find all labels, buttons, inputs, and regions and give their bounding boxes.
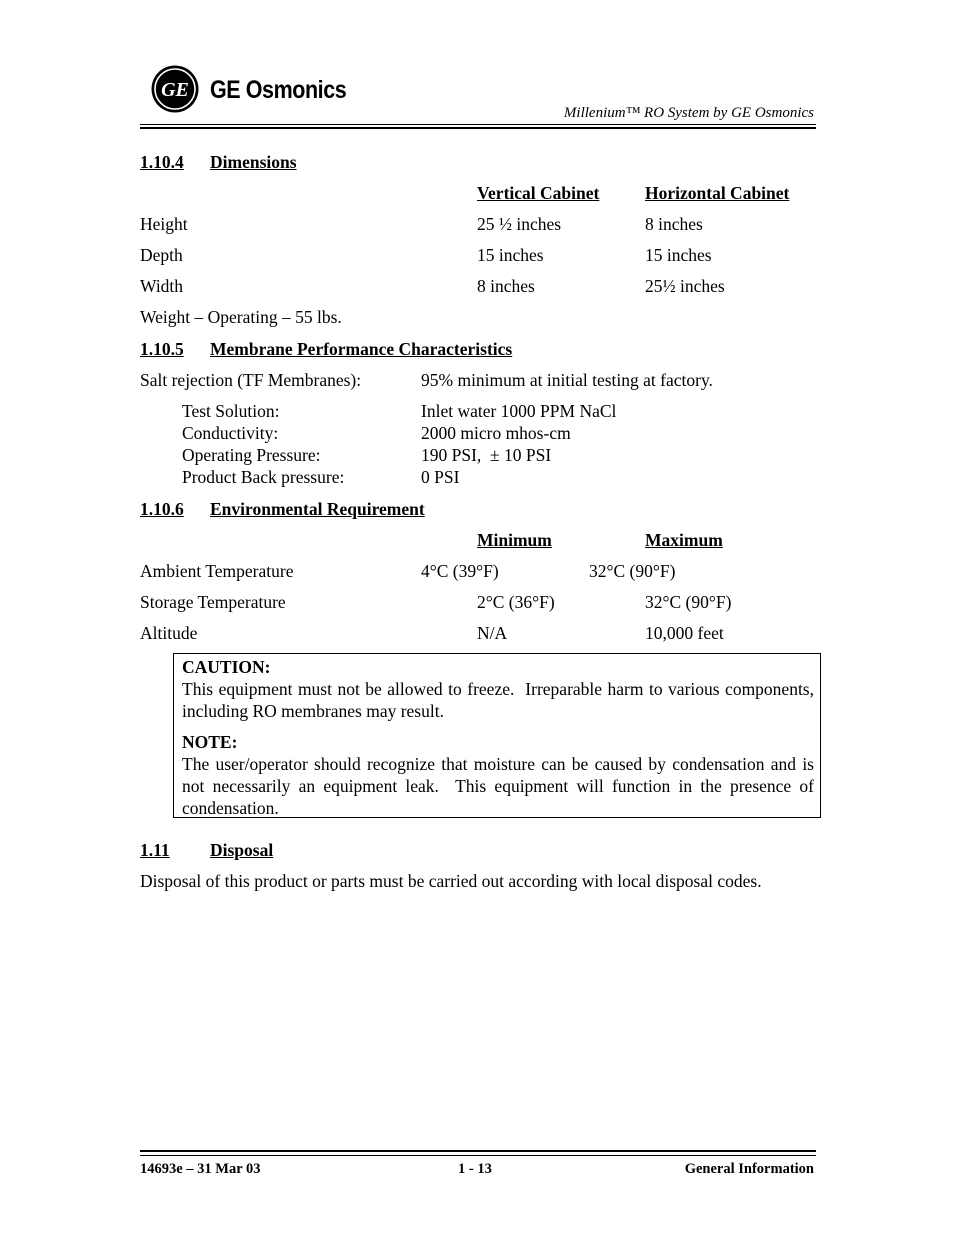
dimension-label-height: Height: [140, 214, 188, 234]
section-title-membrane: Membrane Performance Characteristics: [210, 339, 513, 359]
section-title-environment: Environmental Requirement: [210, 499, 425, 519]
brand-name: GE Osmonics: [210, 76, 347, 104]
env-max-storage: 32°C (90°F): [645, 592, 732, 612]
footer-rule-thick: [140, 1150, 816, 1152]
section-number-membrane: 1.10.5: [140, 339, 184, 359]
test-solution-label: Test Solution:: [182, 401, 280, 421]
header-rule-thin: [140, 124, 816, 125]
footer-section-name: General Information: [684, 1161, 814, 1177]
section-number-dimensions: 1.10.4: [140, 152, 184, 172]
disposal-text: Disposal of this product or parts must be carried out according with local disposal codes.: [140, 871, 762, 891]
dimension-vertical-depth: 15 inches: [477, 245, 544, 265]
env-label-ambient: Ambient Temperature: [140, 561, 294, 581]
column-header-horizontal-cabinet: Horizontal Cabinet: [645, 183, 790, 203]
conductivity-value: 2000 micro mhos-cm: [421, 423, 571, 443]
env-max-altitude: 10,000 feet: [645, 623, 724, 643]
conductivity-label: Conductivity:: [182, 423, 279, 443]
ge-logo-text: GE: [161, 79, 189, 101]
operating-pressure-label: Operating Pressure:: [182, 445, 321, 465]
footer-doc-id: 14693e – 31 Mar 03: [140, 1161, 261, 1177]
section-title-dimensions: Dimensions: [210, 152, 297, 172]
salt-rejection-value: 95% minimum at initial testing at factory.: [421, 370, 713, 390]
env-min-storage: 2°C (36°F): [477, 592, 555, 612]
dimension-vertical-width: 8 inches: [477, 276, 535, 296]
header-rule-thick: [140, 127, 816, 129]
section-number-environment: 1.10.6: [140, 499, 184, 519]
note-title: NOTE:: [182, 732, 238, 752]
env-label-storage: Storage Temperature: [140, 592, 286, 612]
column-header-maximum: Maximum: [645, 530, 723, 550]
dimension-label-width: Width: [140, 276, 184, 296]
env-min-ambient: 4°C (39°F): [421, 561, 499, 581]
salt-rejection-label: Salt rejection (TF Membranes):: [140, 370, 362, 390]
env-label-altitude: Altitude: [140, 623, 198, 643]
caution-title: CAUTION:: [182, 657, 271, 677]
footer-page-number: 1 - 13: [458, 1161, 492, 1177]
env-min-altitude: N/A: [477, 623, 508, 643]
dimension-horizontal-height: 8 inches: [645, 214, 703, 234]
back-pressure-value: 0 PSI: [421, 467, 460, 487]
section-title-disposal: Disposal: [210, 840, 274, 860]
column-header-minimum: Minimum: [477, 530, 552, 550]
env-max-ambient: 32°C (90°F): [589, 561, 676, 581]
caution-text: This equipment must not be allowed to freeze. Irreparable harm to various components, including RO membranes may result.: [182, 679, 819, 721]
operating-weight: Weight – Operating – 55 lbs.: [140, 307, 342, 327]
dimension-vertical-height: 25 ½ inches: [477, 214, 562, 234]
dimension-horizontal-depth: 15 inches: [645, 245, 712, 265]
caution-note-box: [173, 653, 821, 818]
footer-rule-thin: [140, 1155, 816, 1156]
ge-logo: [150, 64, 200, 114]
note-text: The user/operator should recognize that moisture can be caused by condensation and is not necessarily an equipment leak. This equipment will function in the presence of condensation.: [182, 754, 819, 818]
column-header-vertical-cabinet: Vertical Cabinet: [477, 183, 600, 203]
document-subtitle: Millenium™ RO System by GE Osmonics: [563, 105, 814, 121]
dimension-horizontal-width: 25½ inches: [645, 276, 725, 296]
operating-pressure-value: 190 PSI, ± 10 PSI: [421, 445, 552, 465]
section-number-disposal: 1.11: [140, 840, 170, 860]
back-pressure-label: Product Back pressure:: [182, 467, 345, 487]
dimension-label-depth: Depth: [140, 245, 183, 265]
test-solution-value: Inlet water 1000 PPM NaCl: [421, 401, 617, 421]
